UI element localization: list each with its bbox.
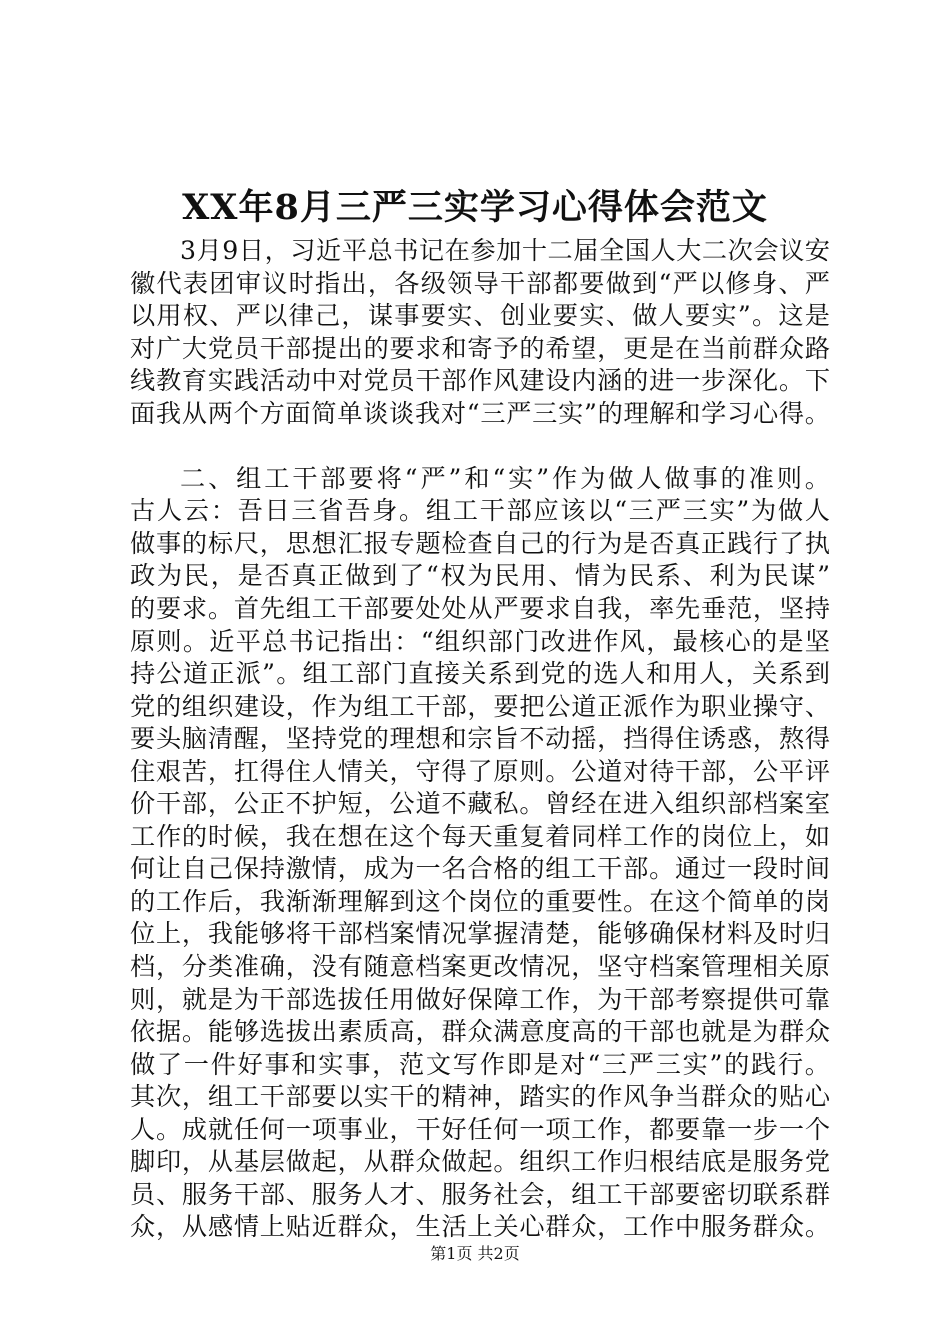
paragraph-2 [130, 463, 830, 1244]
paragraph-line: 依据。能够选拔出素质高，群众满意度高的干部也就是为群众 [130, 1017, 830, 1047]
paragraph-line: 政为民，是否真正做到了“权为民用、情为民系、利为民谋” [130, 561, 830, 591]
paragraph-line: 脚印，从基层做起，从群众做起。组织工作归根结底是服务党 [130, 1147, 830, 1177]
paragraph-line: 何让自己保持激情，成为一名合格的组工干部。通过一段时间 [130, 854, 830, 884]
page-footer: 第1页 共2页 [430, 1244, 520, 1263]
paragraph-line: 徽代表团审议时指出，各级领导干部都要做到“严以修身、严 [130, 268, 830, 298]
document-title: XX年8月三严三实学习心得体会范文 [182, 187, 768, 228]
paragraph-line: 持公道正派”。组工部门直接关系到党的选人和用人，关系到 [130, 659, 830, 689]
paragraph-gap [130, 430, 830, 463]
paragraph-line: 众，从感情上贴近群众，生活上关心群众，工作中服务群众。 [130, 1212, 830, 1242]
paragraph-1 [130, 235, 830, 430]
paragraph-line: 原则。近平总书记指出：“组织部门改进作风，最核心的是坚 [130, 626, 830, 656]
paragraph-line: 对广大党员干部提出的要求和寄予的希望，更是在当前群众路 [130, 333, 830, 363]
paragraph-line: 的要求。首先组工干部要处处从严要求自我，率先垂范，坚持 [130, 594, 830, 624]
paragraph-line: 工作的时候，我在想在这个每天重复着同样工作的岗位上，如 [130, 821, 830, 851]
paragraph-line: 面我从两个方面简单谈谈我对“三严三实”的理解和学习心得。 [130, 398, 830, 428]
paragraph-line: 位上，我能够将干部档案情况掌握清楚，能够确保材料及时归 [130, 919, 830, 949]
paragraph-line: 古人云：吾日三省吾身。组工干部应该以“三严三实”为做人 [130, 496, 830, 526]
paragraph-line: 其次，组工干部要以实干的精神，踏实的作风争当群众的贴心 [130, 1082, 830, 1112]
paragraph-line: 以用权、严以律己，谋事要实、创业要实、做人要实”。这是 [130, 301, 830, 331]
paragraph-line: 要头脑清醒，坚持党的理想和宗旨不动摇，挡得住诱惑，熬得 [130, 724, 830, 754]
paragraph-line: 员、服务干部、服务人才、服务社会，组工干部要密切联系群 [130, 1179, 830, 1209]
document-body [130, 235, 830, 1244]
paragraph-line: 二、组工干部要将“严”和“实”作为做人做事的准则。 [180, 463, 830, 493]
paragraph-line: 做了一件好事和实事，范文写作即是对“三严三实”的践行。 [130, 1049, 830, 1079]
paragraph-line: 的工作后，我渐渐理解到这个岗位的重要性。在这个简单的岗 [130, 886, 830, 916]
paragraph-line: 则，就是为干部选拔任用做好保障工作，为干部考察提供可靠 [130, 984, 830, 1014]
paragraph-line: 人。成就任何一项事业，干好任何一项工作，都要靠一步一个 [130, 1114, 830, 1144]
paragraph-line: 住艰苦，扛得住人情关，守得了原则。公道对待干部，公平评 [130, 756, 830, 786]
paragraph-line: 3月9日，习近平总书记在参加十二届全国人大二次会议安 [180, 236, 830, 265]
paragraph-line: 做事的标尺，思想汇报专题检查自己的行为是否真正践行了执 [130, 528, 830, 558]
paragraph-line: 线教育实践活动中对党员干部作风建设内涵的进一步深化。下 [130, 366, 830, 396]
paragraph-line: 党的组织建设，作为组工干部，要把公道正派作为职业操守、 [130, 691, 830, 721]
paragraph-line: 价干部，公正不护短，公道不藏私。曾经在进入组织部档案室 [130, 789, 830, 819]
paragraph-line: 档，分类准确，没有随意档案更改情况，坚守档案管理相关原 [130, 952, 830, 982]
